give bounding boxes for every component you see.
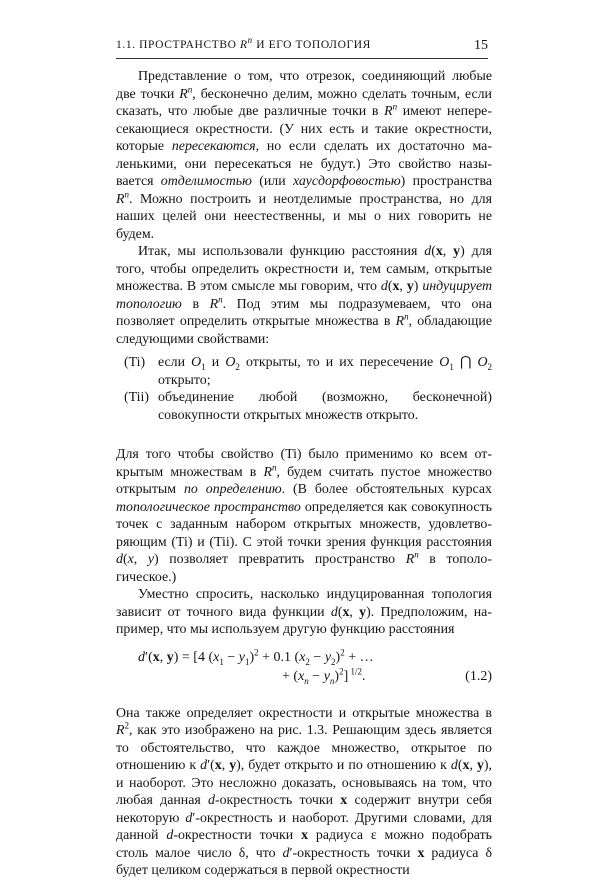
- running-title: 1.1. ПРОСТРАНСТВО $R^n$ И ЕГО ТОПОЛОГИЯ: [116, 35, 371, 51]
- equation-line-1: d′(x, y) = [4 $(x_1 - y_1)^2 + 0.1$ $(x_2 - y_2)^2$ + …: [138, 646, 374, 667]
- list-item: [124, 354, 492, 389]
- paragraph-other-distance: Уместно спросить, насколько индуцированная топология зависит от точного вида функции d(x, y). Предположим, например, что мы используем другую функцию расстояния: [116, 587, 492, 637]
- page-number: 15: [474, 38, 488, 53]
- property-label: (Ti): [124, 355, 146, 370]
- property-text: если $O_1$ и $O_2$ открыты, то и их пересечение $O_1$ ⋂ $O_2$ открыто;: [158, 355, 492, 388]
- properties-list: [124, 354, 492, 424]
- spacer: [116, 424, 492, 446]
- property-label: (Tii): [124, 390, 149, 405]
- equation-1-2: [116, 646, 492, 695]
- list-item: [124, 389, 492, 424]
- paragraph-empty-set: Для того чтобы свойство (Ti) было применимо ко всем открытым множествам в $R^n$, будем считать пустое множество открытым по определению. (В более обстоятельных курсах топологическое пространство определяется как совокупность точек с заданным набором открытых множеств, удовлетворяющим (Ti) и (Tii). С этой точки зрения функция расстояния d(x, y) позволяет превратить пространство $R^n$ в топологическое.): [116, 447, 492, 585]
- body-text: [116, 68, 492, 880]
- running-head: [116, 35, 488, 53]
- paragraph-induced-topology: Итак, мы использовали функцию расстояния d(x, y) для того, чтобы определить окрестности и, тем самым, открытые множества. В этом смысле мы говорим, что d(x, y) индуцирует топологию в $R^n$. Под этим мы подразумеваем, что она позволяет определить открытые множества в $R^n$, обладающие следующими свойствами:: [116, 244, 492, 347]
- paragraph-equivalence: Она также определяет окрестности и открытые множества в $R^2$, как это изображено на рис. 1.3. Решающим здесь является то обстоятельство, что каждое множество, открытое по отношению к d′(x, y), будет открыто и по отношению к d(x, y), и наоборот. Это несложно доказать, основываясь на том, что любая данная d-окрестность точки x содержит внутри себя некоторую d′-окрестность и наоборот. Другими словами, для данной d-окрестности точки x радиуса ε можно подобрать столь малое число δ, что d′-окрестность точки x радиуса δ будет целиком содержаться в первой окрестности: [116, 705, 493, 878]
- header-rule: [116, 58, 488, 59]
- equation-line-2: + $(x_n - y_n)^2$] $^{1/2}$.: [282, 665, 366, 686]
- property-text: объединение любой (возможно, бесконечной) совокупности открытых множеств открыто.: [158, 390, 492, 423]
- paragraph-separability: Представление о том, что отрезок, соединяющий любые две точки $R^n$, бесконечно делим, можно сделать точным, если сказать, что любые две различные точки в $R^n$ имеют непересекающиеся окрестности. (У них есть и такие окрестности, которые пересекаются, но если сделать их достаточно маленькими, они пересекаться не будут.) Это свойство называется отделимостью (или хаусдорфовостью) пространства $R^n$. Можно построить и неотделимые пространства, но для наших целей они неестественны, и мы о них говорить не будем.: [116, 69, 492, 242]
- equation-number: (1.2): [465, 668, 492, 684]
